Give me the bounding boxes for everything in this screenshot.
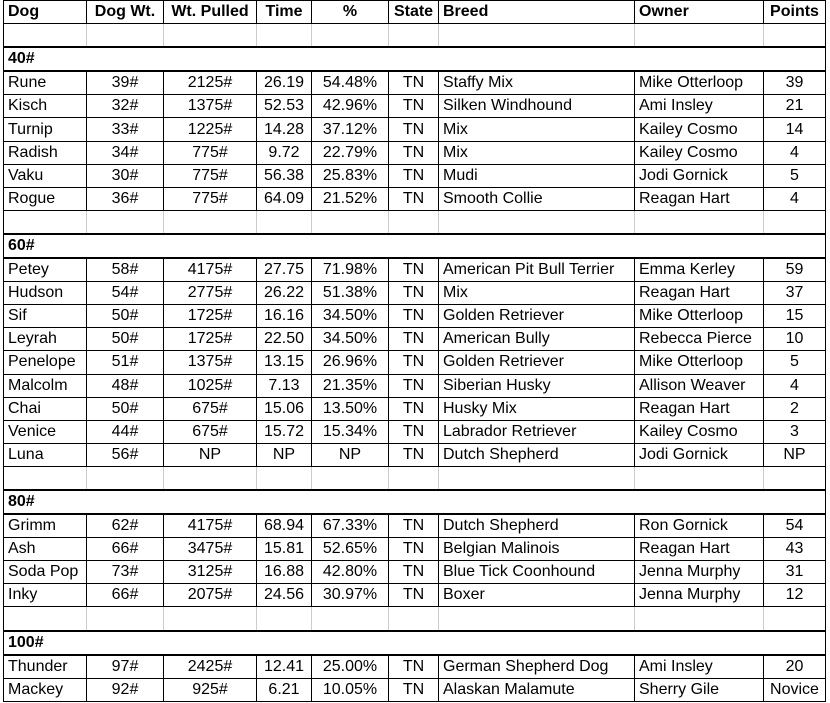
cell-time: 64.09 (257, 187, 312, 210)
cell-dog-weight: 66# (87, 584, 164, 607)
table-row (4, 258, 826, 282)
cell-dog: Vaku (4, 164, 87, 187)
empty-cell (257, 607, 312, 631)
cell-breed: Husky Mix (439, 397, 635, 420)
cell-weight-pulled: 775# (164, 141, 257, 164)
cell-time: 15.06 (257, 397, 312, 420)
cell-dog-weight: 36# (87, 187, 164, 210)
weight-class-label: 40# (4, 47, 826, 71)
cell-points: 43 (764, 538, 826, 561)
empty-cell (164, 466, 257, 490)
empty-cell (257, 210, 312, 234)
table-row (4, 305, 826, 328)
cell-weight-pulled: 3125# (164, 561, 257, 584)
table-row (4, 678, 826, 701)
cell-points: 37 (764, 282, 826, 305)
cell-weight-pulled: 925# (164, 678, 257, 701)
cell-points: 10 (764, 328, 826, 351)
table-row (4, 328, 826, 351)
cell-weight-pulled: 1725# (164, 328, 257, 351)
cell-state: TN (389, 164, 439, 187)
cell-dog-weight: 66# (87, 538, 164, 561)
cell-dog-weight: 58# (87, 258, 164, 282)
cell-percent: 26.96% (312, 351, 389, 374)
empty-cell (87, 24, 164, 48)
cell-dog: Soda Pop (4, 561, 87, 584)
cell-dog-weight: 30# (87, 164, 164, 187)
cell-owner: Kailey Cosmo (635, 118, 764, 141)
cell-weight-pulled: 1225# (164, 118, 257, 141)
cell-state: TN (389, 584, 439, 607)
cell-owner: Jenna Murphy (635, 584, 764, 607)
empty-cell (164, 24, 257, 48)
cell-dog: Thunder (4, 655, 87, 679)
table-row (4, 514, 826, 538)
cell-breed: Labrador Retriever (439, 420, 635, 443)
cell-dog: Leyrah (4, 328, 87, 351)
weight-class-label: 60# (4, 234, 826, 258)
cell-time: 16.88 (257, 561, 312, 584)
weight-class-label: 100# (4, 631, 826, 655)
cell-time: 27.75 (257, 258, 312, 282)
cell-percent: 51.38% (312, 282, 389, 305)
weight-class-row (4, 234, 826, 258)
cell-points: 15 (764, 305, 826, 328)
cell-owner: Mike Otterloop (635, 305, 764, 328)
empty-cell (4, 466, 87, 490)
cell-state: TN (389, 397, 439, 420)
cell-points: 21 (764, 95, 826, 118)
cell-state: TN (389, 561, 439, 584)
cell-time: NP (257, 443, 312, 466)
weight-class-row (4, 47, 826, 71)
table-row (4, 282, 826, 305)
cell-time: 24.56 (257, 584, 312, 607)
table-row (4, 351, 826, 374)
cell-state: TN (389, 187, 439, 210)
cell-dog-weight: 44# (87, 420, 164, 443)
empty-cell (389, 466, 439, 490)
table-row (4, 655, 826, 679)
cell-breed: Siberian Husky (439, 374, 635, 397)
empty-cell (87, 210, 164, 234)
cell-owner: Rebecca Pierce (635, 328, 764, 351)
cell-weight-pulled: 4175# (164, 258, 257, 282)
table-row (4, 95, 826, 118)
cell-breed: Dutch Shepherd (439, 514, 635, 538)
empty-cell (87, 466, 164, 490)
spacer-row (4, 24, 826, 48)
cell-state: TN (389, 71, 439, 95)
cell-owner: Reagan Hart (635, 397, 764, 420)
cell-breed: Mudi (439, 164, 635, 187)
cell-time: 6.21 (257, 678, 312, 701)
table-body (4, 24, 826, 702)
cell-dog-weight: 97# (87, 655, 164, 679)
cell-percent: 37.12% (312, 118, 389, 141)
cell-owner: Mike Otterloop (635, 71, 764, 95)
spacer-row (4, 466, 826, 490)
cell-dog-weight: 51# (87, 351, 164, 374)
cell-time: 15.81 (257, 538, 312, 561)
cell-breed: Silken Windhound (439, 95, 635, 118)
cell-weight-pulled: 675# (164, 397, 257, 420)
cell-breed: Golden Retriever (439, 351, 635, 374)
cell-dog: Ash (4, 538, 87, 561)
cell-percent: 34.50% (312, 305, 389, 328)
cell-points: 3 (764, 420, 826, 443)
cell-time: 15.72 (257, 420, 312, 443)
cell-breed: German Shepherd Dog (439, 655, 635, 679)
cell-percent: 67.33% (312, 514, 389, 538)
cell-points: 4 (764, 374, 826, 397)
cell-owner: Emma Kerley (635, 258, 764, 282)
cell-state: TN (389, 141, 439, 164)
cell-owner: Ron Gornick (635, 514, 764, 538)
cell-percent: 71.98% (312, 258, 389, 282)
cell-dog-weight: 48# (87, 374, 164, 397)
cell-weight-pulled: 1375# (164, 351, 257, 374)
cell-points: 59 (764, 258, 826, 282)
cell-time: 12.41 (257, 655, 312, 679)
cell-percent: 10.05% (312, 678, 389, 701)
cell-time: 13.15 (257, 351, 312, 374)
empty-cell (4, 607, 87, 631)
cell-owner: Kailey Cosmo (635, 141, 764, 164)
cell-dog: Turnip (4, 118, 87, 141)
cell-state: TN (389, 118, 439, 141)
header-dog: Dog (4, 1, 87, 24)
cell-state: TN (389, 95, 439, 118)
cell-breed: Mix (439, 141, 635, 164)
table-row (4, 538, 826, 561)
cell-percent: 21.52% (312, 187, 389, 210)
cell-dog: Penelope (4, 351, 87, 374)
cell-owner: Jodi Gornick (635, 164, 764, 187)
cell-dog-weight: 32# (87, 95, 164, 118)
empty-cell (635, 24, 764, 48)
empty-cell (635, 466, 764, 490)
header-breed: Breed (439, 1, 635, 24)
empty-cell (764, 24, 826, 48)
cell-points: 12 (764, 584, 826, 607)
weight-class-row (4, 490, 826, 514)
cell-dog: Malcolm (4, 374, 87, 397)
cell-owner: Reagan Hart (635, 282, 764, 305)
empty-cell (312, 466, 389, 490)
cell-state: TN (389, 305, 439, 328)
cell-points: 54 (764, 514, 826, 538)
cell-state: TN (389, 655, 439, 679)
weight-class-row (4, 631, 826, 655)
header-dog-weight: Dog Wt. (87, 1, 164, 24)
cell-weight-pulled: 1375# (164, 95, 257, 118)
table-row (4, 561, 826, 584)
cell-percent: 34.50% (312, 328, 389, 351)
cell-state: TN (389, 678, 439, 701)
cell-dog: Radish (4, 141, 87, 164)
table-row (4, 164, 826, 187)
cell-dog: Hudson (4, 282, 87, 305)
cell-dog: Inky (4, 584, 87, 607)
cell-dog-weight: 34# (87, 141, 164, 164)
header-time: Time (257, 1, 312, 24)
empty-cell (312, 24, 389, 48)
weight-class-label: 80# (4, 490, 826, 514)
cell-breed: Blue Tick Coonhound (439, 561, 635, 584)
table-row (4, 374, 826, 397)
empty-cell (257, 24, 312, 48)
cell-state: TN (389, 351, 439, 374)
spacer-row (4, 607, 826, 631)
empty-cell (764, 466, 826, 490)
cell-percent: 42.96% (312, 95, 389, 118)
cell-state: TN (389, 282, 439, 305)
cell-points: 5 (764, 164, 826, 187)
cell-time: 26.19 (257, 71, 312, 95)
table-row (4, 141, 826, 164)
cell-dog-weight: 50# (87, 305, 164, 328)
cell-time: 26.22 (257, 282, 312, 305)
cell-breed: Dutch Shepherd (439, 443, 635, 466)
cell-weight-pulled: 775# (164, 187, 257, 210)
results-table (3, 0, 826, 702)
empty-cell (764, 607, 826, 631)
empty-cell (439, 210, 635, 234)
cell-points: NP (764, 443, 826, 466)
cell-percent: 13.50% (312, 397, 389, 420)
cell-state: TN (389, 258, 439, 282)
cell-dog-weight: 62# (87, 514, 164, 538)
cell-dog-weight: 54# (87, 282, 164, 305)
table-row (4, 187, 826, 210)
header-percent: % (312, 1, 389, 24)
empty-cell (764, 210, 826, 234)
cell-weight-pulled: 2425# (164, 655, 257, 679)
cell-percent: 25.00% (312, 655, 389, 679)
empty-cell (439, 24, 635, 48)
cell-weight-pulled: 1025# (164, 374, 257, 397)
cell-percent: 25.83% (312, 164, 389, 187)
empty-cell (389, 607, 439, 631)
cell-weight-pulled: 2125# (164, 71, 257, 95)
cell-time: 7.13 (257, 374, 312, 397)
header-points: Points (764, 1, 826, 24)
cell-state: TN (389, 374, 439, 397)
table-row (4, 397, 826, 420)
cell-percent: 21.35% (312, 374, 389, 397)
cell-time: 22.50 (257, 328, 312, 351)
empty-cell (389, 24, 439, 48)
header-owner: Owner (635, 1, 764, 24)
cell-state: TN (389, 420, 439, 443)
cell-breed: Golden Retriever (439, 305, 635, 328)
empty-cell (439, 466, 635, 490)
cell-dog: Kisch (4, 95, 87, 118)
cell-owner: Jenna Murphy (635, 561, 764, 584)
cell-dog: Rogue (4, 187, 87, 210)
cell-breed: American Bully (439, 328, 635, 351)
cell-percent: 15.34% (312, 420, 389, 443)
table-row (4, 443, 826, 466)
cell-breed: Mix (439, 282, 635, 305)
empty-cell (4, 24, 87, 48)
empty-cell (312, 607, 389, 631)
cell-percent: 22.79% (312, 141, 389, 164)
cell-breed: Belgian Malinois (439, 538, 635, 561)
cell-percent: 30.97% (312, 584, 389, 607)
empty-cell (87, 607, 164, 631)
cell-dog-weight: 92# (87, 678, 164, 701)
cell-points: 4 (764, 187, 826, 210)
table-row (4, 420, 826, 443)
cell-weight-pulled: 2075# (164, 584, 257, 607)
header-row (4, 1, 826, 24)
cell-dog-weight: 50# (87, 397, 164, 420)
cell-dog: Luna (4, 443, 87, 466)
cell-owner: Ami Insley (635, 95, 764, 118)
cell-percent: 42.80% (312, 561, 389, 584)
cell-dog-weight: 39# (87, 71, 164, 95)
cell-breed: American Pit Bull Terrier (439, 258, 635, 282)
cell-weight-pulled: 2775# (164, 282, 257, 305)
cell-dog-weight: 56# (87, 443, 164, 466)
empty-cell (164, 607, 257, 631)
cell-time: 9.72 (257, 141, 312, 164)
cell-time: 56.38 (257, 164, 312, 187)
empty-cell (312, 210, 389, 234)
cell-owner: Reagan Hart (635, 538, 764, 561)
header-state: State (389, 1, 439, 24)
header-weight-pulled: Wt. Pulled (164, 1, 257, 24)
cell-weight-pulled: 3475# (164, 538, 257, 561)
empty-cell (389, 210, 439, 234)
table-row (4, 118, 826, 141)
cell-dog: Venice (4, 420, 87, 443)
cell-dog: Petey (4, 258, 87, 282)
cell-weight-pulled: 675# (164, 420, 257, 443)
cell-weight-pulled: 4175# (164, 514, 257, 538)
cell-owner: Sherry Gile (635, 678, 764, 701)
cell-points: Novice (764, 678, 826, 701)
cell-dog: Mackey (4, 678, 87, 701)
cell-weight-pulled: NP (164, 443, 257, 466)
cell-breed: Boxer (439, 584, 635, 607)
cell-breed: Smooth Collie (439, 187, 635, 210)
empty-cell (257, 466, 312, 490)
cell-dog: Sif (4, 305, 87, 328)
cell-time: 68.94 (257, 514, 312, 538)
cell-percent: 52.65% (312, 538, 389, 561)
cell-state: TN (389, 538, 439, 561)
cell-weight-pulled: 775# (164, 164, 257, 187)
cell-state: TN (389, 443, 439, 466)
cell-points: 5 (764, 351, 826, 374)
empty-cell (164, 210, 257, 234)
cell-breed: Alaskan Malamute (439, 678, 635, 701)
cell-points: 2 (764, 397, 826, 420)
cell-dog: Chai (4, 397, 87, 420)
empty-cell (439, 607, 635, 631)
empty-cell (635, 210, 764, 234)
cell-owner: Jodi Gornick (635, 443, 764, 466)
cell-weight-pulled: 1725# (164, 305, 257, 328)
cell-owner: Allison Weaver (635, 374, 764, 397)
cell-points: 31 (764, 561, 826, 584)
cell-dog-weight: 73# (87, 561, 164, 584)
cell-points: 39 (764, 71, 826, 95)
cell-state: TN (389, 328, 439, 351)
cell-breed: Mix (439, 118, 635, 141)
cell-dog-weight: 33# (87, 118, 164, 141)
cell-dog: Grimm (4, 514, 87, 538)
cell-owner: Ami Insley (635, 655, 764, 679)
empty-cell (4, 210, 87, 234)
cell-percent: 54.48% (312, 71, 389, 95)
cell-time: 16.16 (257, 305, 312, 328)
table-row (4, 584, 826, 607)
table-row (4, 71, 826, 95)
cell-time: 52.53 (257, 95, 312, 118)
cell-dog: Rune (4, 71, 87, 95)
empty-cell (635, 607, 764, 631)
cell-dog-weight: 50# (87, 328, 164, 351)
cell-breed: Staffy Mix (439, 71, 635, 95)
cell-percent: NP (312, 443, 389, 466)
cell-owner: Mike Otterloop (635, 351, 764, 374)
cell-points: 4 (764, 141, 826, 164)
cell-owner: Kailey Cosmo (635, 420, 764, 443)
cell-time: 14.28 (257, 118, 312, 141)
spacer-row (4, 210, 826, 234)
cell-points: 14 (764, 118, 826, 141)
cell-points: 20 (764, 655, 826, 679)
cell-state: TN (389, 514, 439, 538)
cell-owner: Reagan Hart (635, 187, 764, 210)
